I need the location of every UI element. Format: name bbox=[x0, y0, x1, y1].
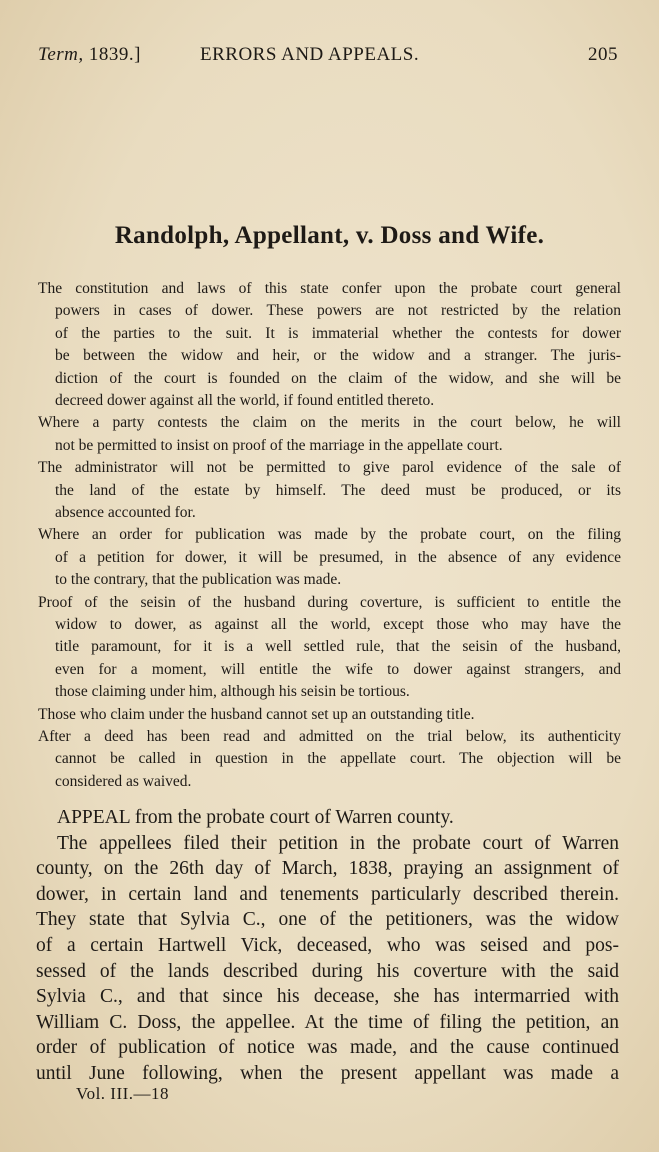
appeal-line: APPEAL from the probate court of Warren county. bbox=[57, 807, 454, 828]
headnote-line: be between the widow and heir, or the widow and a stranger. The juris- bbox=[55, 347, 621, 365]
headnote-line: The administrator will not be permitted to give parol evidence of the sale of bbox=[38, 459, 621, 477]
headnote-line: even for a moment, will entitle the wife to dower against strangers, and bbox=[55, 660, 621, 678]
headnote-line: Proof of the seisin of the husband during coverture, is sufficient to entitle the bbox=[38, 593, 621, 611]
opinion-line: county, on the 26th day of March, 1838, praying an assignment of bbox=[36, 858, 619, 880]
headnote-line: not be permitted to insist on proof of the marriage in the appellate court. bbox=[55, 436, 503, 454]
running-header-term bbox=[38, 44, 141, 66]
headnote-line: cannot be called in question in the appellate court. The objection will be bbox=[55, 750, 621, 768]
opinion-line: William C. Doss, the appellee. At the time of filing the petition, an bbox=[36, 1011, 619, 1033]
headnote-line: Where a party contests the claim on the merits in the court below, he will bbox=[38, 414, 621, 432]
headnote-line: diction of the court is founded on the claim of the widow, and she will be bbox=[55, 369, 621, 387]
headnote-line: the land of the estate by himself. The deed must be produced, or its bbox=[55, 481, 621, 499]
headnote-line: absence accounted for. bbox=[55, 504, 196, 521]
headnote-line: of the parties to the suit. It is immaterial whether the contests for dower bbox=[55, 324, 621, 342]
headnote-line: decreed dower against all the world, if found entitled thereto. bbox=[55, 392, 435, 409]
opinion-line: until June following, when the present appellant was made a bbox=[36, 1063, 619, 1084]
headnote-line: widow to dower, as against all the world, except those who may have the bbox=[55, 616, 621, 633]
term-label: Term, bbox=[38, 44, 84, 65]
headnote-line: considered as waived. bbox=[55, 772, 192, 790]
opinion-line: dower, in certain land and tenements particularly described therein. bbox=[36, 883, 619, 905]
headnote-line: Those who claim under the husband cannot set up an outstanding title. bbox=[38, 705, 475, 723]
opinion-line: of a certain Hartwell Vick, deceased, who was seised and pos- bbox=[36, 935, 619, 956]
headnote-line: title paramount, for it is a well settled rule, that the seisin of the husband, bbox=[55, 638, 621, 656]
case-title: Randolph, Appellant, v. Doss and Wife. bbox=[114, 222, 545, 249]
headnote-line: Where an order for publication was made by the probate court, on the filing bbox=[38, 526, 621, 544]
opinion-line: They state that Sylvia C., one of the petitioners, was the widow bbox=[36, 909, 619, 931]
headnote-line: After a deed has been read and admitted on the trial below, its authenticity bbox=[38, 728, 621, 745]
headnote-line: those claiming under him, although his seisin be tortious. bbox=[55, 683, 410, 701]
headnote-line: of a petition for dower, it will be presumed, in the absence of any evidence bbox=[55, 548, 621, 566]
headnote-line: to the contrary, that the publication was made. bbox=[55, 571, 342, 589]
opinion-line: order of publication of notice was made, and the cause continued bbox=[36, 1037, 619, 1059]
headnote-line: powers in cases of dower. These powers are not restricted by the relation bbox=[55, 302, 621, 320]
opinion-line: Sylvia C., and that since his decease, she has intermarried with bbox=[36, 986, 619, 1008]
running-title: ERRORS AND APPEALS. bbox=[200, 44, 420, 65]
signature-mark: Vol. III.—18 bbox=[76, 1084, 170, 1103]
term-year: 1839.] bbox=[88, 44, 141, 65]
opinion-line: sessed of the lands described during his coverture with the said bbox=[36, 960, 619, 982]
page-number: 205 bbox=[588, 44, 618, 65]
opinion-line: The appellees filed their petition in the probate court of Warren bbox=[57, 832, 619, 854]
headnote-line: The constitution and laws of this state confer upon the probate court general bbox=[38, 280, 621, 297]
